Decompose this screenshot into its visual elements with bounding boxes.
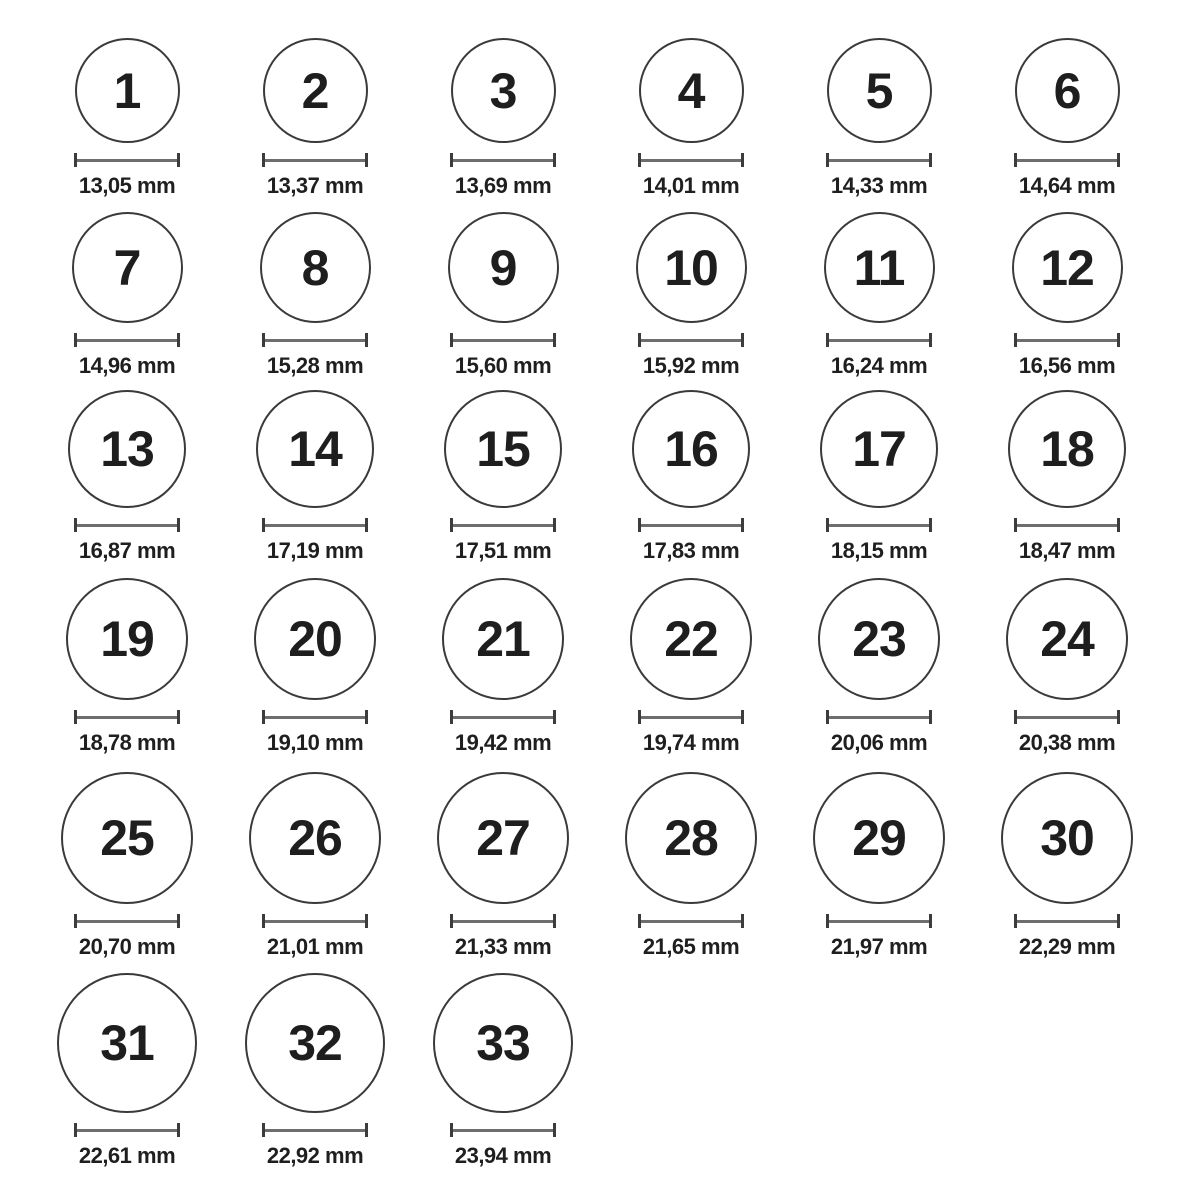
diameter-label: 15,28 mm [266,353,364,378]
dimension-bar [77,1129,177,1132]
diameter-label: 16,87 mm [78,538,176,563]
ring-size-number: 1 [113,62,141,119]
ring-size-item [973,38,1161,199]
ring-size-item [973,578,1161,756]
diameter-label: 13,05 mm [78,173,176,198]
dimension-bar [829,339,929,342]
ring-circle [820,390,938,508]
diameter-dimension-line [450,153,556,167]
ring-circle [1008,390,1126,508]
diameter-label: 20,38 mm [1018,730,1116,755]
diameter-dimension-line [826,153,932,167]
diameter-dimension-line [262,914,368,928]
dimension-bar [265,920,365,923]
dimension-bar [77,920,177,923]
dimension-bar [265,159,365,162]
dimension-bar [829,524,929,527]
diameter-label: 19,42 mm [454,730,552,755]
ring-size-item [221,212,409,379]
diameter-label: 14,01 mm [642,173,740,198]
ring-size-item [597,772,785,960]
ring-size-item [33,772,221,960]
ring-size-item [597,578,785,756]
ring-size-item [973,212,1161,379]
ring-size-number: 4 [677,62,705,119]
ring-size-number: 8 [301,239,329,296]
ring-circle [263,38,368,143]
ring-size-number: 30 [1040,810,1094,866]
diameter-dimension-line [1014,710,1120,724]
dimension-bar [77,159,177,162]
diameter-label: 14,64 mm [1018,173,1116,198]
diameter-label: 16,24 mm [830,353,928,378]
diameter-dimension-line [74,1123,180,1137]
ring-size-item [33,973,221,1169]
dimension-bar [265,716,365,719]
diameter-label: 17,19 mm [266,538,364,563]
diameter-label: 22,29 mm [1018,934,1116,959]
diameter-label: 17,83 mm [642,538,740,563]
diameter-dimension-line [1014,153,1120,167]
diameter-dimension-line [262,710,368,724]
ring-size-row [0,578,1200,756]
ring-size-item [785,38,973,199]
diameter-dimension-line [262,518,368,532]
diameter-label: 18,15 mm [830,538,928,563]
dimension-bar [641,524,741,527]
dimension-bar [829,920,929,923]
ring-size-number: 9 [489,239,517,296]
ring-size-number: 6 [1053,62,1081,119]
ring-size-item [221,578,409,756]
ring-size-number: 27 [476,810,530,866]
dimension-bar [77,524,177,527]
ring-size-number: 18 [1040,421,1094,477]
ring-circle [61,772,193,904]
ring-size-item [597,212,785,379]
ring-size-number: 15 [476,421,530,477]
ring-size-item [785,212,973,379]
ring-size-item [973,390,1161,564]
ring-size-number: 31 [100,1015,154,1071]
diameter-dimension-line [638,914,744,928]
dimension-bar [1017,716,1117,719]
diameter-dimension-line [826,518,932,532]
diameter-label: 21,33 mm [454,934,552,959]
ring-circle [254,578,376,700]
ring-size-number: 33 [476,1015,530,1071]
ring-size-number: 2 [301,62,329,119]
ring-size-number: 26 [288,810,342,866]
dimension-bar [453,716,553,719]
ring-circle [57,973,197,1113]
ring-size-item [973,772,1161,960]
ring-circle [66,578,188,700]
diameter-label: 21,01 mm [266,934,364,959]
ring-size-number: 14 [288,421,342,477]
diameter-label: 13,69 mm [454,173,552,198]
ring-circle [824,212,935,323]
dimension-bar [641,716,741,719]
ring-size-number: 19 [100,611,154,667]
ring-circle [1006,578,1128,700]
ring-circle [813,772,945,904]
diameter-dimension-line [74,710,180,724]
ring-size-number: 24 [1040,611,1094,667]
diameter-dimension-line [826,914,932,928]
ring-circle [1012,212,1123,323]
ring-circle [72,212,183,323]
diameter-dimension-line [1014,518,1120,532]
diameter-dimension-line [638,518,744,532]
ring-size-row [0,38,1200,199]
ring-size-item [785,578,973,756]
ring-size-number: 7 [113,239,141,296]
dimension-bar [77,716,177,719]
ring-size-number: 22 [664,611,718,667]
ring-circle [818,578,940,700]
ring-size-item [33,578,221,756]
ring-size-row [0,390,1200,564]
ring-size-number: 3 [489,62,517,119]
dimension-bar [77,339,177,342]
ring-size-number: 11 [853,239,905,296]
ring-size-item [785,772,973,960]
dimension-bar [453,920,553,923]
diameter-label: 18,78 mm [78,730,176,755]
ring-circle [451,38,556,143]
ring-size-number: 13 [100,421,154,477]
diameter-label: 18,47 mm [1018,538,1116,563]
ring-size-number: 25 [100,810,154,866]
ring-size-item [409,38,597,199]
ring-circle [636,212,747,323]
ring-size-item [409,578,597,756]
dimension-bar [829,159,929,162]
diameter-dimension-line [450,518,556,532]
ring-size-number: 5 [865,62,893,119]
ring-circle [437,772,569,904]
dimension-bar [1017,159,1117,162]
dimension-bar [453,524,553,527]
ring-circle [433,973,573,1113]
diameter-label: 23,94 mm [454,1143,552,1168]
diameter-label: 21,65 mm [642,934,740,959]
ring-circle [625,772,757,904]
ring-size-number: 29 [852,810,906,866]
diameter-dimension-line [74,518,180,532]
diameter-label: 16,56 mm [1018,353,1116,378]
ring-circle [1015,38,1120,143]
dimension-bar [453,1129,553,1132]
ring-size-number: 17 [852,421,906,477]
diameter-dimension-line [1014,333,1120,347]
dimension-bar [641,920,741,923]
ring-circle [249,772,381,904]
ring-size-number: 10 [664,239,718,296]
ring-size-number: 20 [288,611,342,667]
diameter-label: 21,97 mm [830,934,928,959]
ring-circle [1001,772,1133,904]
ring-size-item [409,772,597,960]
diameter-dimension-line [1014,914,1120,928]
diameter-dimension-line [826,710,932,724]
ring-size-number: 32 [288,1015,342,1071]
ring-circle [444,390,562,508]
ring-circle [442,578,564,700]
ring-circle [827,38,932,143]
dimension-bar [641,339,741,342]
diameter-dimension-line [450,333,556,347]
diameter-label: 19,74 mm [642,730,740,755]
ring-size-item [409,973,597,1169]
diameter-dimension-line [450,914,556,928]
diameter-dimension-line [74,333,180,347]
ring-circle [639,38,744,143]
diameter-dimension-line [638,710,744,724]
diameter-label: 13,37 mm [266,173,364,198]
diameter-dimension-line [74,153,180,167]
diameter-label: 22,61 mm [78,1143,176,1168]
ring-circle [75,38,180,143]
ring-size-number: 21 [476,611,530,667]
ring-size-item [221,973,409,1169]
diameter-label: 14,33 mm [830,173,928,198]
diameter-dimension-line [74,914,180,928]
ring-circle [68,390,186,508]
diameter-dimension-line [638,333,744,347]
dimension-bar [1017,920,1117,923]
diameter-label: 17,51 mm [454,538,552,563]
ring-circle [632,390,750,508]
ring-circle [260,212,371,323]
dimension-bar [1017,524,1117,527]
ring-size-number: 16 [664,421,718,477]
ring-circle [448,212,559,323]
diameter-label: 22,92 mm [266,1143,364,1168]
diameter-dimension-line [450,710,556,724]
ring-size-item [597,390,785,564]
ring-size-item [409,212,597,379]
diameter-dimension-line [450,1123,556,1137]
diameter-dimension-line [262,333,368,347]
ring-size-item [597,38,785,199]
ring-size-item [221,38,409,199]
ring-circle [245,973,385,1113]
diameter-label: 19,10 mm [266,730,364,755]
dimension-bar [453,339,553,342]
diameter-label: 20,06 mm [830,730,928,755]
ring-size-item [221,390,409,564]
diameter-label: 15,92 mm [642,353,740,378]
ring-size-row [0,212,1200,379]
dimension-bar [829,716,929,719]
ring-size-row [0,973,1200,1169]
ring-size-number: 28 [664,810,718,866]
diameter-label: 14,96 mm [78,353,176,378]
diameter-label: 15,60 mm [454,353,552,378]
ring-size-item [33,390,221,564]
ring-circle [256,390,374,508]
diameter-dimension-line [262,153,368,167]
dimension-bar [265,1129,365,1132]
ring-size-item [33,38,221,199]
ring-size-number: 12 [1040,239,1094,296]
dimension-bar [1017,339,1117,342]
ring-size-item [221,772,409,960]
dimension-bar [265,524,365,527]
dimension-bar [265,339,365,342]
dimension-bar [641,159,741,162]
diameter-dimension-line [262,1123,368,1137]
diameter-dimension-line [826,333,932,347]
ring-size-item [33,212,221,379]
diameter-dimension-line [638,153,744,167]
diameter-label: 20,70 mm [78,934,176,959]
ring-size-row [0,772,1200,960]
ring-size-item [785,390,973,564]
ring-size-item [409,390,597,564]
ring-circle [630,578,752,700]
ring-size-number: 23 [852,611,906,667]
dimension-bar [453,159,553,162]
